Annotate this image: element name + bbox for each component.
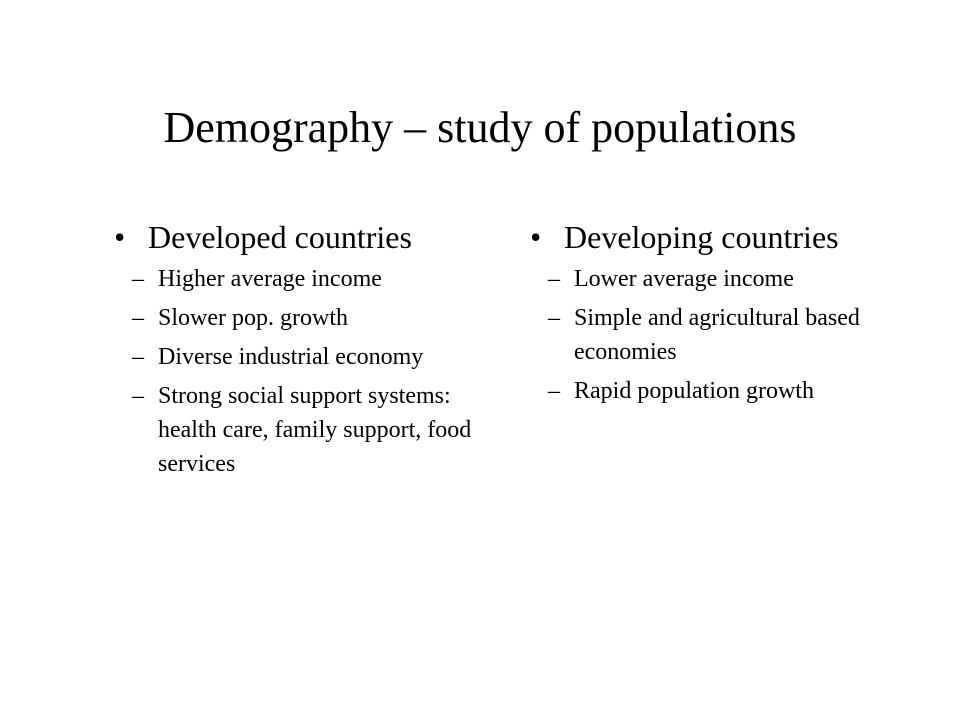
list-item-text: Diverse industrial economy [158, 344, 424, 370]
heading-text: Developed countries [148, 219, 412, 255]
column-heading-developing [528, 216, 888, 258]
dash-icon: – [132, 266, 144, 292]
bullet-icon: • [530, 219, 542, 255]
dash-icon: – [548, 378, 560, 404]
list-item [112, 301, 472, 335]
list-item [528, 374, 888, 408]
developed-list [112, 262, 472, 481]
list-item-text: Lower average income [574, 266, 794, 292]
dash-icon: – [132, 383, 144, 409]
list-item [112, 340, 472, 374]
list-item [528, 262, 888, 296]
list-item [112, 379, 472, 481]
list-item [112, 262, 472, 296]
dash-icon: – [132, 305, 144, 331]
list-item-text: Slower pop. growth [158, 305, 348, 331]
list-item [528, 301, 888, 369]
column-developing [528, 216, 888, 413]
column-heading-developed [112, 216, 472, 258]
dash-icon: – [548, 305, 560, 331]
heading-text: Developing countries [564, 219, 839, 255]
list-item-text: Strong social support systems: health care, family support, food services [158, 383, 472, 477]
slide-title: Demography – study of populations [163, 103, 797, 152]
list-item-text: Simple and agricultural based economies [574, 305, 860, 365]
list-item-text: Rapid population growth [574, 378, 814, 404]
list-item-text: Higher average income [158, 266, 382, 292]
developing-list [528, 262, 888, 408]
dash-icon: – [548, 266, 560, 292]
column-developed [112, 216, 472, 486]
bullet-icon: • [114, 219, 126, 255]
dash-icon: – [132, 344, 144, 370]
